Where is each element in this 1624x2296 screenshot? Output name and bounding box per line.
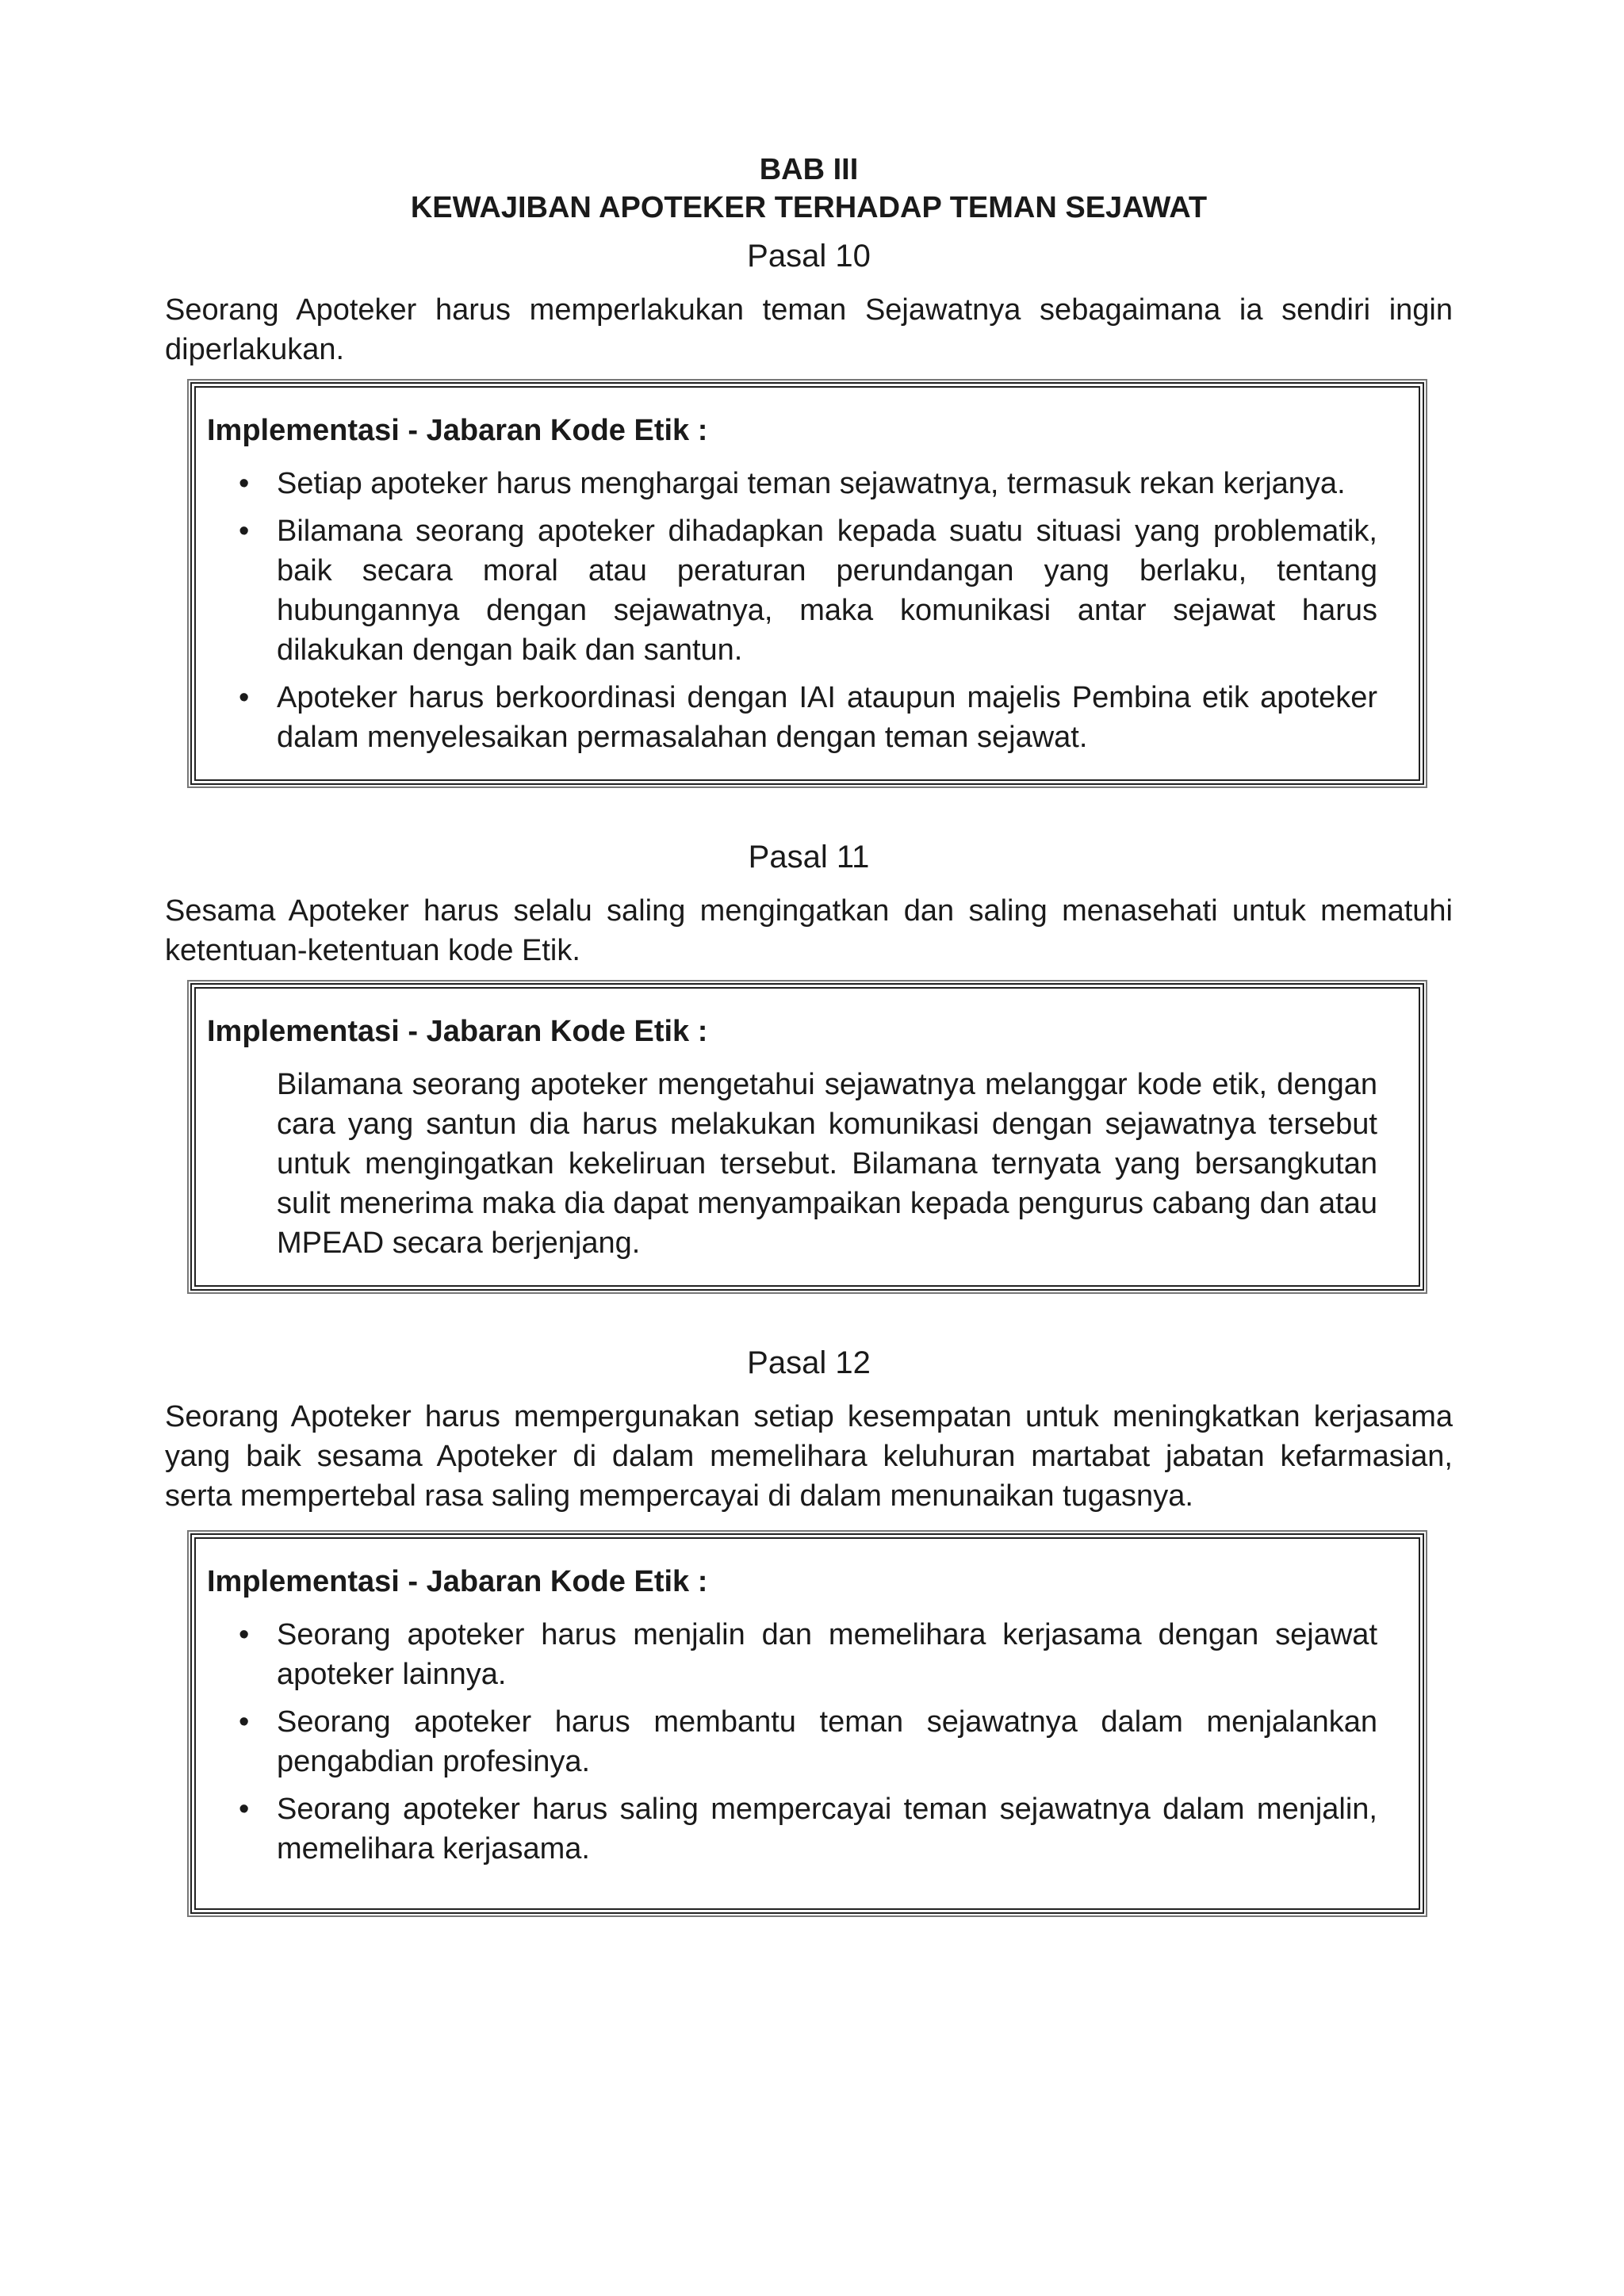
pasal-title: Pasal 10 [747, 239, 871, 274]
bullet-icon: • [239, 681, 250, 714]
list-item-text: Bilamana seorang apoteker dihadapkan kepada suatu situasi yang problematik, baik secara moral atau peraturan perundangan yang berlaku, tentang hubungannya dengan sejawatnya, maka komunikasi antar sejawat harus dilakukan dengan baik dan santun. [277, 515, 1377, 667]
document-page [165, 151, 1453, 1914]
list-item-text: Seorang apoteker harus saling mempercayai teman sejawatnya dalam menjalin, memelihara kerjasama. [277, 1793, 1377, 1866]
bullet-icon: • [239, 1705, 250, 1739]
bullet-icon: • [239, 1618, 250, 1651]
implementation-paragraph: Bilamana seorang apoteker mengetahui sejawatnya melanggar kode etik, dengan cara yang santun dia harus melakukan komunikasi dengan sejawatnya tersebut untuk mengingatkan kekeliruan tersebut. Bilamana ternyata yang bersangkutan sulit menerima maka dia dapat menyampaikan kepada pengurus cabang dan atau MPEAD secara berjenjang. [277, 1068, 1377, 1260]
section-pasal-11 [165, 837, 1453, 1291]
list-item-text: Setiap apoteker harus menghargai teman sejawatnya, termasuk rekan kerjanya. [277, 467, 1346, 500]
pasal-title: Pasal 12 [747, 1345, 871, 1380]
chapter-number: BAB III [759, 153, 859, 186]
list-item [207, 678, 1377, 757]
implementation-list [207, 464, 1377, 757]
implementation-box [190, 1533, 1424, 1914]
pasal-text: Seorang Apoteker harus memperlakukan teman Sejawatnya sebagaimana ia sendiri ingin diperlakukan. [165, 293, 1453, 366]
bullet-icon: • [239, 515, 250, 548]
section-pasal-10 [165, 236, 1453, 785]
implementation-box [190, 382, 1424, 785]
implementation-list [207, 1615, 1377, 1869]
pasal-text: Seorang Apoteker harus mempergunakan setiap kesempatan untuk meningkatkan kerjasama yang baik sesama Apoteker di dalam memelihara keluhuran martabat jabatan kefarmasian, serta mempertebal rasa saling mempercayai di dalam menunaikan tugasnya. [165, 1400, 1453, 1513]
chapter-title: KEWAJIBAN APOTEKER TERHADAP TEMAN SEJAWAT [410, 191, 1208, 224]
list-item [207, 1702, 1377, 1781]
implementation-title: Implementasi - Jabaran Kode Etik : [207, 414, 708, 447]
list-item [207, 1615, 1377, 1694]
implementation-box [190, 983, 1424, 1291]
list-item [207, 1789, 1377, 1869]
list-item-text: Apoteker harus berkoordinasi dengan IAI ataupun majelis Pembina etik apoteker dalam menyelesaikan permasalahan dengan teman sejawat. [277, 681, 1377, 754]
bullet-icon: • [239, 467, 250, 500]
pasal-text: Sesama Apoteker harus selalu saling mengingatkan dan saling menasehati untuk mematuhi ketentuan-ketentuan kode Etik. [165, 894, 1453, 967]
pasal-title: Pasal 11 [748, 840, 870, 874]
list-item-text: Seorang apoteker harus membantu teman sejawatnya dalam menjalankan pengabdian profesinya. [277, 1705, 1377, 1778]
bullet-icon: • [239, 1793, 250, 1826]
section-pasal-12 [165, 1343, 1453, 1914]
list-item [207, 464, 1377, 503]
implementation-title: Implementasi - Jabaran Kode Etik : [207, 1015, 708, 1048]
implementation-title: Implementasi - Jabaran Kode Etik : [207, 1565, 708, 1598]
list-item-text: Seorang apoteker harus menjalin dan memelihara kerjasama dengan sejawat apoteker lainnya. [277, 1618, 1377, 1691]
list-item [207, 511, 1377, 670]
